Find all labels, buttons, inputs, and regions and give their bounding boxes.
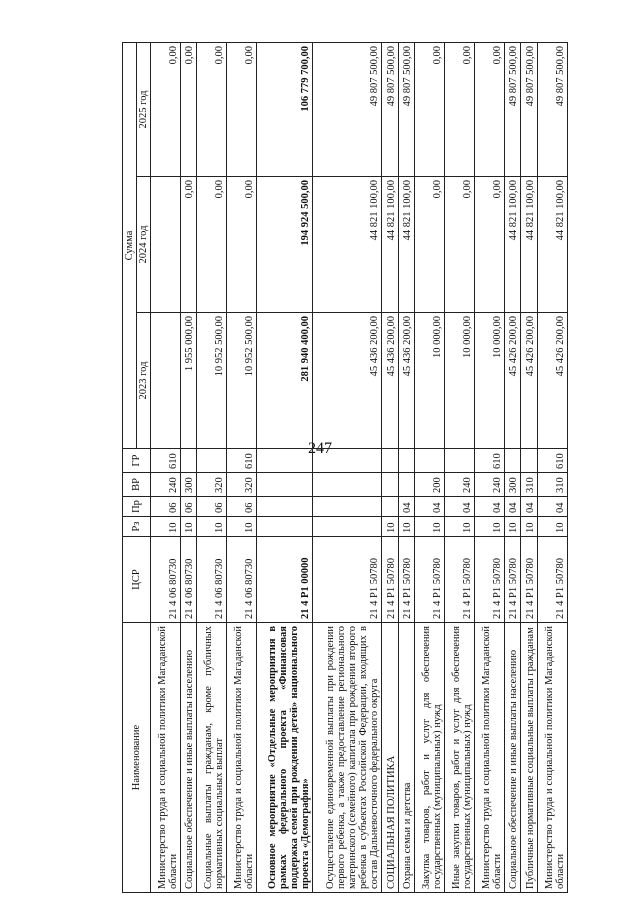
row-2024-cell: 194 924 500,00	[257, 177, 313, 313]
row-rz-cell: 10	[538, 517, 568, 537]
row-2024-cell: 44 821 100,00	[538, 177, 568, 313]
row-csr-cell: 21 4 06 80730	[151, 537, 181, 623]
row-name-cell: Социальные выплаты гражданам, кроме публичных нормативных социальных выплат	[197, 623, 227, 893]
row-2023-cell: 10 000,00	[475, 313, 505, 449]
header-2024: 2024 год	[137, 177, 151, 313]
header-2023: 2023 год	[137, 313, 151, 449]
row-2025-cell: 0,00	[151, 42, 181, 176]
row-vr-cell: 320	[227, 473, 257, 497]
row-2023-cell: 45 426 200,00	[504, 313, 521, 449]
row-csr-cell: 21 4 06 80730	[180, 537, 197, 623]
row-csr-cell: 21 4 P1 50780	[445, 537, 475, 623]
row-2024-cell: 0,00	[180, 177, 197, 313]
table-row	[313, 42, 382, 892]
row-2025-cell: 0,00	[180, 42, 197, 176]
row-pr-cell: 06	[227, 497, 257, 517]
row-vr-cell: 300	[180, 473, 197, 497]
table-row	[504, 42, 521, 892]
row-2025-cell: 0,00	[475, 42, 505, 176]
row-rz-cell: 10	[504, 517, 521, 537]
row-pr-cell: 04	[398, 497, 415, 517]
row-gr-cell	[382, 449, 399, 473]
row-gr-cell	[398, 449, 415, 473]
row-vr-cell: 320	[197, 473, 227, 497]
row-pr-cell: 06	[151, 497, 181, 517]
row-2023-cell: 45 436 200,00	[382, 313, 399, 449]
row-csr-cell: 21 4 06 80730	[227, 537, 257, 623]
header-pr: Пр	[123, 497, 151, 517]
row-vr-cell: 240	[445, 473, 475, 497]
row-gr-cell	[415, 449, 445, 473]
row-name-cell: Основное мероприятие «Отдельные мероприятия в рамках федерального проекта «Финансовая поддержка семей при рождении детей» национального проекта «Демография»	[257, 623, 313, 893]
row-pr-cell: 04	[521, 497, 538, 517]
row-rz-cell	[257, 517, 313, 537]
row-2023-cell: 45 436 200,00	[398, 313, 415, 449]
row-rz-cell: 10	[180, 517, 197, 537]
row-csr-cell: 21 4 P1 50780	[313, 537, 382, 623]
row-2025-cell: 49 807 500,00	[504, 42, 521, 176]
header-vr: ВР	[123, 473, 151, 497]
row-2025-cell: 49 807 500,00	[521, 42, 538, 176]
row-pr-cell: 04	[538, 497, 568, 517]
row-rz-cell: 10	[197, 517, 227, 537]
row-gr-cell	[197, 449, 227, 473]
row-rz-cell: 10	[445, 517, 475, 537]
row-gr-cell	[257, 449, 313, 473]
row-gr-cell	[521, 449, 538, 473]
row-rz-cell: 10	[475, 517, 505, 537]
row-pr-cell	[382, 497, 399, 517]
row-2024-cell: 44 821 100,00	[313, 177, 382, 313]
row-gr-cell	[445, 449, 475, 473]
row-pr-cell: 04	[445, 497, 475, 517]
header-name: Наименование	[123, 623, 151, 893]
row-name-cell: Социальное обеспечение и иные выплаты населению	[180, 623, 197, 893]
header-gr: ГР	[123, 449, 151, 473]
row-vr-cell: 240	[151, 473, 181, 497]
row-name-cell: Публичные нормативные социальные выплаты гражданам	[521, 623, 538, 893]
row-rz-cell: 10	[227, 517, 257, 537]
row-vr-cell	[257, 473, 313, 497]
row-2025-cell: 0,00	[227, 42, 257, 176]
row-2023-cell: 45 426 200,00	[521, 313, 538, 449]
row-2024-cell: 44 821 100,00	[382, 177, 399, 313]
row-2024-cell: 44 821 100,00	[521, 177, 538, 313]
row-2023-cell	[151, 313, 181, 449]
row-2023-cell: 45 436 200,00	[313, 313, 382, 449]
row-2025-cell: 0,00	[415, 42, 445, 176]
row-vr-cell	[398, 473, 415, 497]
row-pr-cell: 04	[475, 497, 505, 517]
rotated-table-wrapper	[122, 43, 568, 893]
row-vr-cell: 200	[415, 473, 445, 497]
row-vr-cell	[382, 473, 399, 497]
row-csr-cell: 21 4 06 80730	[197, 537, 227, 623]
row-gr-cell	[180, 449, 197, 473]
row-2025-cell: 0,00	[445, 42, 475, 176]
table-row	[180, 42, 197, 892]
row-gr-cell: 610	[151, 449, 181, 473]
row-2023-cell: 10 952 500,00	[227, 313, 257, 449]
row-name-cell: Министерство труда и социальной политики Магаданской области	[475, 623, 505, 893]
table-row	[445, 42, 475, 892]
row-csr-cell: 21 4 P1 50780	[415, 537, 445, 623]
row-pr-cell: 04	[415, 497, 445, 517]
row-pr-cell	[313, 497, 382, 517]
row-2025-cell: 49 807 500,00	[382, 42, 399, 176]
row-2024-cell: 44 821 100,00	[504, 177, 521, 313]
row-vr-cell: 240	[475, 473, 505, 497]
table-row	[415, 42, 445, 892]
row-vr-cell	[313, 473, 382, 497]
row-rz-cell: 10	[151, 517, 181, 537]
row-2024-cell: 0,00	[475, 177, 505, 313]
row-2024-cell	[151, 177, 181, 313]
row-pr-cell: 06	[180, 497, 197, 517]
row-2024-cell: 0,00	[227, 177, 257, 313]
table-row	[197, 42, 227, 892]
row-csr-cell: 21 4 P1 50780	[382, 537, 399, 623]
row-rz-cell: 10	[382, 517, 399, 537]
row-rz-cell: 10	[521, 517, 538, 537]
row-2025-cell: 0,00	[197, 42, 227, 176]
row-gr-cell: 610	[227, 449, 257, 473]
table-row	[475, 42, 505, 892]
row-2023-cell: 45 426 200,00	[538, 313, 568, 449]
row-vr-cell: 310	[521, 473, 538, 497]
row-name-cell: Охрана семьи и детства	[398, 623, 415, 893]
table-row	[521, 42, 538, 892]
row-2025-cell: 49 807 500,00	[313, 42, 382, 176]
row-2024-cell: 44 821 100,00	[398, 177, 415, 313]
row-2025-cell: 106 779 700,00	[257, 42, 313, 176]
table-row	[538, 42, 568, 892]
row-vr-cell: 300	[504, 473, 521, 497]
row-csr-cell: 21 4 P1 50780	[504, 537, 521, 623]
row-name-cell: Министерство труда и социальной политики Магаданской области	[151, 623, 181, 893]
row-gr-cell	[504, 449, 521, 473]
row-rz-cell: 10	[415, 517, 445, 537]
row-2024-cell: 0,00	[415, 177, 445, 313]
table-row	[227, 42, 257, 892]
budget-table	[122, 42, 568, 893]
row-2025-cell: 49 807 500,00	[398, 42, 415, 176]
row-name-cell: Осуществление единовременной выплаты при рождении первого ребенка, а также предоставление регионального материнского (семейного) капитала при рождении второго ребенка в субъектах Российской Федерации, входящих в состав Дальневосточного федерального округа	[313, 623, 382, 893]
table-row	[257, 42, 313, 892]
table-header	[123, 42, 151, 892]
row-vr-cell: 310	[538, 473, 568, 497]
row-name-cell: Министерство труда и социальной политики Магаданской области	[538, 623, 568, 893]
header-sum: Сумма	[123, 42, 137, 448]
row-csr-cell: 21 4 P1 50780	[398, 537, 415, 623]
row-2023-cell: 10 000,00	[415, 313, 445, 449]
table-row	[151, 42, 181, 892]
row-name-cell: Закупка товаров, работ и услуг для обеспечения государственных (муниципальных) нужд	[415, 623, 445, 893]
header-2025: 2025 год	[137, 42, 151, 176]
row-name-cell: Социальное обеспечение и иные выплаты населению	[504, 623, 521, 893]
row-gr-cell: 610	[538, 449, 568, 473]
row-2024-cell: 0,00	[197, 177, 227, 313]
row-csr-cell: 21 4 P1 50780	[475, 537, 505, 623]
row-2025-cell: 49 807 500,00	[538, 42, 568, 176]
row-csr-cell: 21 4 P1 00000	[257, 537, 313, 623]
table-row	[398, 42, 415, 892]
row-name-cell: Министерство труда и социальной политики Магаданской области	[227, 623, 257, 893]
page-number: 247	[308, 440, 332, 457]
table-body	[151, 42, 568, 892]
row-2023-cell: 10 000,00	[445, 313, 475, 449]
row-pr-cell: 04	[504, 497, 521, 517]
row-2023-cell: 1 955 000,00	[180, 313, 197, 449]
row-rz-cell	[313, 517, 382, 537]
header-csr: ЦСР	[123, 537, 151, 623]
row-2023-cell: 10 952 500,00	[197, 313, 227, 449]
row-gr-cell: 610	[475, 449, 505, 473]
row-pr-cell: 06	[197, 497, 227, 517]
row-name-cell: Иные закупки товаров, работ и услуг для обеспечения государственных (муниципальных) нужд	[445, 623, 475, 893]
row-csr-cell: 21 4 P1 50780	[538, 537, 568, 623]
row-pr-cell	[257, 497, 313, 517]
row-rz-cell: 10	[398, 517, 415, 537]
row-2024-cell: 0,00	[445, 177, 475, 313]
header-rz: Рз	[123, 517, 151, 537]
row-2023-cell: 281 940 400,00	[257, 313, 313, 449]
row-csr-cell: 21 4 P1 50780	[521, 537, 538, 623]
row-name-cell: СОЦИАЛЬНАЯ ПОЛИТИКА	[382, 623, 399, 893]
row-gr-cell	[313, 449, 382, 473]
table-row	[382, 42, 399, 892]
